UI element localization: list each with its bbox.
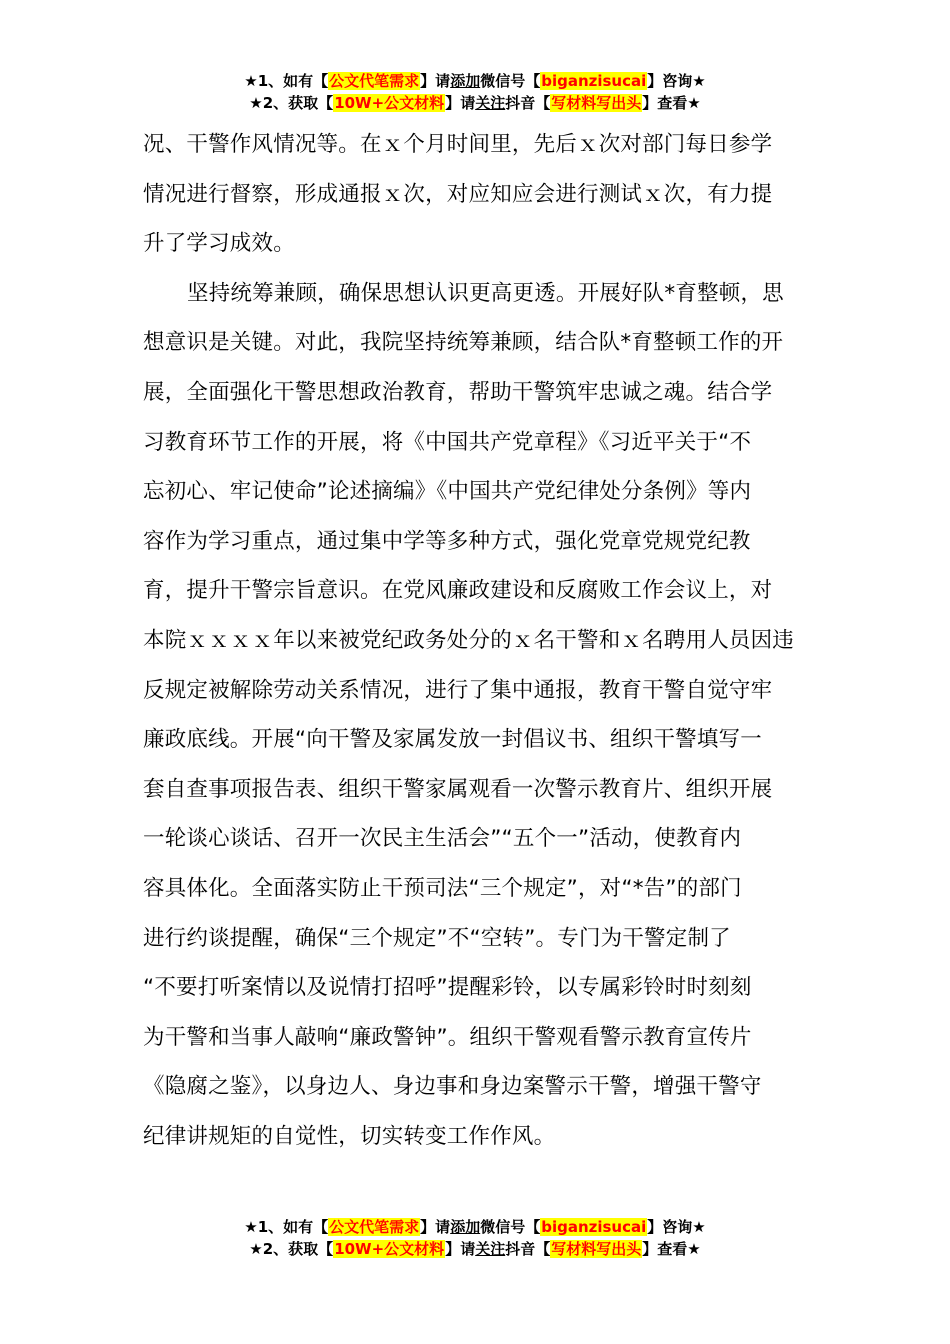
body-line: 套自查事项报告表、组织干警家属观看一次警示教育片、组织开展: [143, 776, 773, 802]
banner-text: 】咨询★: [647, 1218, 706, 1236]
banner-text: 抖音【: [505, 1240, 551, 1258]
banner-line-1: [0, 70, 950, 92]
body-line: 进行约谈提醒，确保“三个规定”不“空转”。专门为干警定制了: [143, 925, 731, 951]
body-line: 容作为学习重点，通过集中学等多种方式，强化党章党规党纪教: [143, 528, 751, 554]
body-line: 为干警和当事人敲响“廉政警钟”。组织干警观看警示教育宣传片: [143, 1024, 752, 1050]
banner-emphasis: 关注: [475, 1240, 506, 1258]
paragraph-start-line: 坚持统筹兼顾，确保思想认识更高更透。开展好队*育整顿，思: [187, 280, 784, 306]
banner-line-2: [0, 92, 950, 114]
header-banner: [0, 70, 950, 114]
banner-highlight: 公文代笔需求: [329, 1218, 420, 1236]
banner-wechat-id: biganzisucai: [541, 1218, 647, 1236]
body-line: 情况进行督察，形成通报ｘ次，对应知应会进行测试ｘ次，有力提: [143, 181, 773, 207]
banner-text: 微信号【: [480, 1218, 541, 1236]
body-line: 本院ｘｘｘｘ年以来被党纪政务处分的ｘ名干警和ｘ名聘用人员因违: [143, 627, 795, 653]
body-line: 升了学习成效。: [143, 231, 295, 257]
body-line: 《隐腐之鉴》，以身边人、身边事和身边案警示干警，增强干警守: [143, 1074, 762, 1100]
banner-highlight: 10W+公文材料: [334, 94, 445, 112]
banner-text: 】请: [445, 1240, 476, 1258]
body-line: 廉政底线。开展“向干警及家属发放一封倡议书、组织干警填写一: [143, 727, 762, 753]
banner-text: 】请: [420, 72, 451, 90]
banner-douyin-id: 写材料写出头: [551, 94, 642, 112]
banner-text: ★1、如有【: [244, 1218, 329, 1236]
footer-banner: [0, 1216, 950, 1260]
body-line: “不要打听案情以及说情打招呼”提醒彩铃，以专属彩铃时时刻刻: [143, 975, 752, 1001]
banner-text: 抖音【: [505, 94, 551, 112]
banner-line-2: [0, 1238, 950, 1260]
banner-highlight: 公文代笔需求: [329, 72, 420, 90]
body-line: 容具体化。全面落实防止干预司法“三个规定”，对“*告”的部门: [143, 875, 742, 901]
body-line: 纪律讲规矩的自觉性，切实转变工作作风。: [143, 1123, 556, 1149]
banner-emphasis: 添加: [450, 1218, 481, 1236]
banner-text: 】查看★: [642, 1240, 701, 1258]
banner-wechat-id: biganzisucai: [541, 72, 647, 90]
banner-text: ★2、获取【: [249, 94, 334, 112]
banner-text: 】请: [420, 1218, 451, 1236]
body-line: 想意识是关键。对此，我院坚持统筹兼顾，结合队*育整顿工作的开: [143, 330, 784, 356]
body-line: 习教育环节工作的开展，将《中国共产党章程》《习近平关于“不: [143, 429, 752, 455]
banner-text: 】咨询★: [647, 72, 706, 90]
body-line: 反规定被解除劳动关系情况，进行了集中通报，教育干警自觉守牢: [143, 677, 773, 703]
body-line: 忘初心、牢记使命”论述摘编》《中国共产党纪律处分条例》等内: [143, 479, 752, 505]
body-line: 育，提升干警宗旨意识。在党风廉政建设和反腐败工作会议上，对: [143, 578, 773, 604]
banner-text: 微信号【: [480, 72, 541, 90]
body-line: 况、干警作风情况等。在ｘ个月时间里，先后ｘ次对部门每日参学: [143, 132, 773, 157]
banner-text: ★2、获取【: [249, 1240, 334, 1258]
document-body: [143, 120, 809, 1161]
banner-line-1: [0, 1216, 950, 1238]
body-line: 展，全面强化干警思想政治教育，帮助干警筑牢忠诚之魂。结合学: [143, 379, 773, 405]
banner-text: 】查看★: [642, 94, 701, 112]
banner-emphasis: 关注: [475, 94, 506, 112]
banner-highlight: 10W+公文材料: [334, 1240, 445, 1258]
banner-text: ★1、如有【: [244, 72, 329, 90]
body-line: 一轮谈心谈话、召开一次民主生活会”“五个一”活动，使教育内: [143, 826, 742, 852]
banner-douyin-id: 写材料写出头: [551, 1240, 642, 1258]
banner-text: 】请: [445, 94, 476, 112]
banner-emphasis: 添加: [450, 72, 481, 90]
